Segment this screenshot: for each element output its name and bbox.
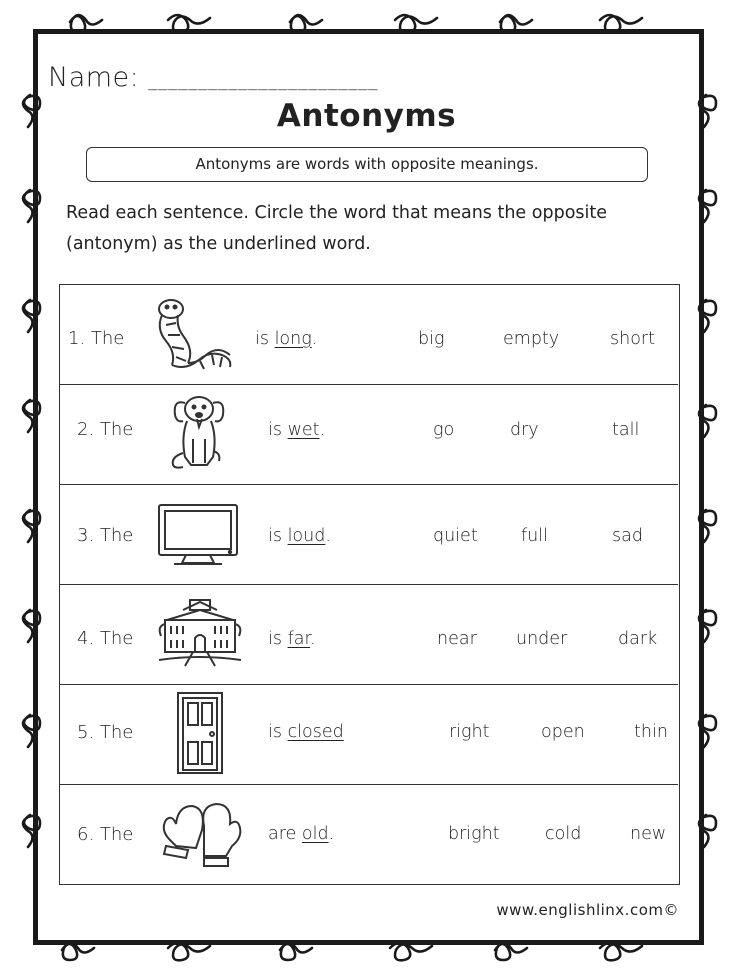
footer-credit: www.englishlinx.com© xyxy=(496,901,679,919)
choice-3[interactable]: thin xyxy=(634,722,668,742)
exercise-row-6 xyxy=(60,784,678,883)
definition-box: Antonyms are words with opposite meanings. xyxy=(86,147,648,182)
verb: is xyxy=(268,629,282,649)
choice-1[interactable]: big xyxy=(418,329,445,349)
name-blank[interactable]: _______________________ xyxy=(148,70,379,91)
choice-1[interactable]: quiet xyxy=(433,526,478,546)
sentence-end: is long. xyxy=(255,329,318,349)
underlined-word: old xyxy=(301,824,329,844)
row-number: 5. The xyxy=(77,722,134,743)
choice-1[interactable]: bright xyxy=(448,824,500,844)
sentence-end xyxy=(268,722,344,742)
verb: is xyxy=(255,329,269,349)
television-icon xyxy=(156,502,240,568)
row-number: 2. The xyxy=(77,419,134,440)
row-number: 6. The xyxy=(77,824,134,845)
exercise-row-1 xyxy=(60,285,678,385)
school-icon xyxy=(157,596,243,668)
underlined-word: closed xyxy=(287,722,344,742)
choice-3[interactable]: dark xyxy=(618,629,658,649)
choice-2[interactable]: open xyxy=(541,722,585,742)
verb: are xyxy=(268,824,297,844)
underlined-word: long xyxy=(274,329,312,349)
exercise-table xyxy=(59,284,680,885)
choice-2[interactable]: under xyxy=(516,629,568,649)
choice-2[interactable]: full xyxy=(521,526,548,546)
verb: is xyxy=(268,722,282,742)
underlined-word: wet xyxy=(287,420,320,440)
door-icon xyxy=(175,690,225,776)
underlined-word: far xyxy=(287,629,311,649)
name-label: Name: xyxy=(48,62,140,93)
verb: is xyxy=(268,420,282,440)
exercise-row-5 xyxy=(60,684,678,785)
instructions: Read each sentence. Circle the word that means the opposite (antonym) as the underlined word. xyxy=(66,203,608,254)
verb: is xyxy=(268,526,282,546)
choice-1[interactable]: go xyxy=(433,420,455,440)
choice-2[interactable]: cold xyxy=(545,824,582,844)
choice-1[interactable]: right xyxy=(449,722,490,742)
underlined-word: loud xyxy=(287,526,326,546)
mittens-icon xyxy=(158,800,242,870)
page-title: Antonyms xyxy=(276,98,457,134)
exercise-row-4 xyxy=(60,584,678,685)
name-field[interactable] xyxy=(48,62,378,93)
row-number: 3. The xyxy=(77,525,134,546)
sentence-end: is far. xyxy=(268,629,316,649)
choice-3[interactable]: new xyxy=(630,824,667,844)
choice-3[interactable]: sad xyxy=(612,526,643,546)
row-number: 4. The xyxy=(77,628,134,649)
worm-icon xyxy=(150,295,240,375)
dog-icon xyxy=(165,389,235,474)
exercise-row-2 xyxy=(60,384,678,485)
choice-3[interactable]: tall xyxy=(612,420,640,440)
sentence-end: is wet. xyxy=(268,420,326,440)
row-number: 1. The xyxy=(68,328,125,349)
sentence-end: are old. xyxy=(268,824,335,844)
choice-2[interactable]: empty xyxy=(503,329,560,349)
choice-3[interactable]: short xyxy=(610,329,655,349)
sentence-end: is loud. xyxy=(268,526,331,546)
exercise-row-3 xyxy=(60,484,678,585)
choice-2[interactable]: dry xyxy=(510,420,539,440)
choice-1[interactable]: near xyxy=(437,629,477,649)
